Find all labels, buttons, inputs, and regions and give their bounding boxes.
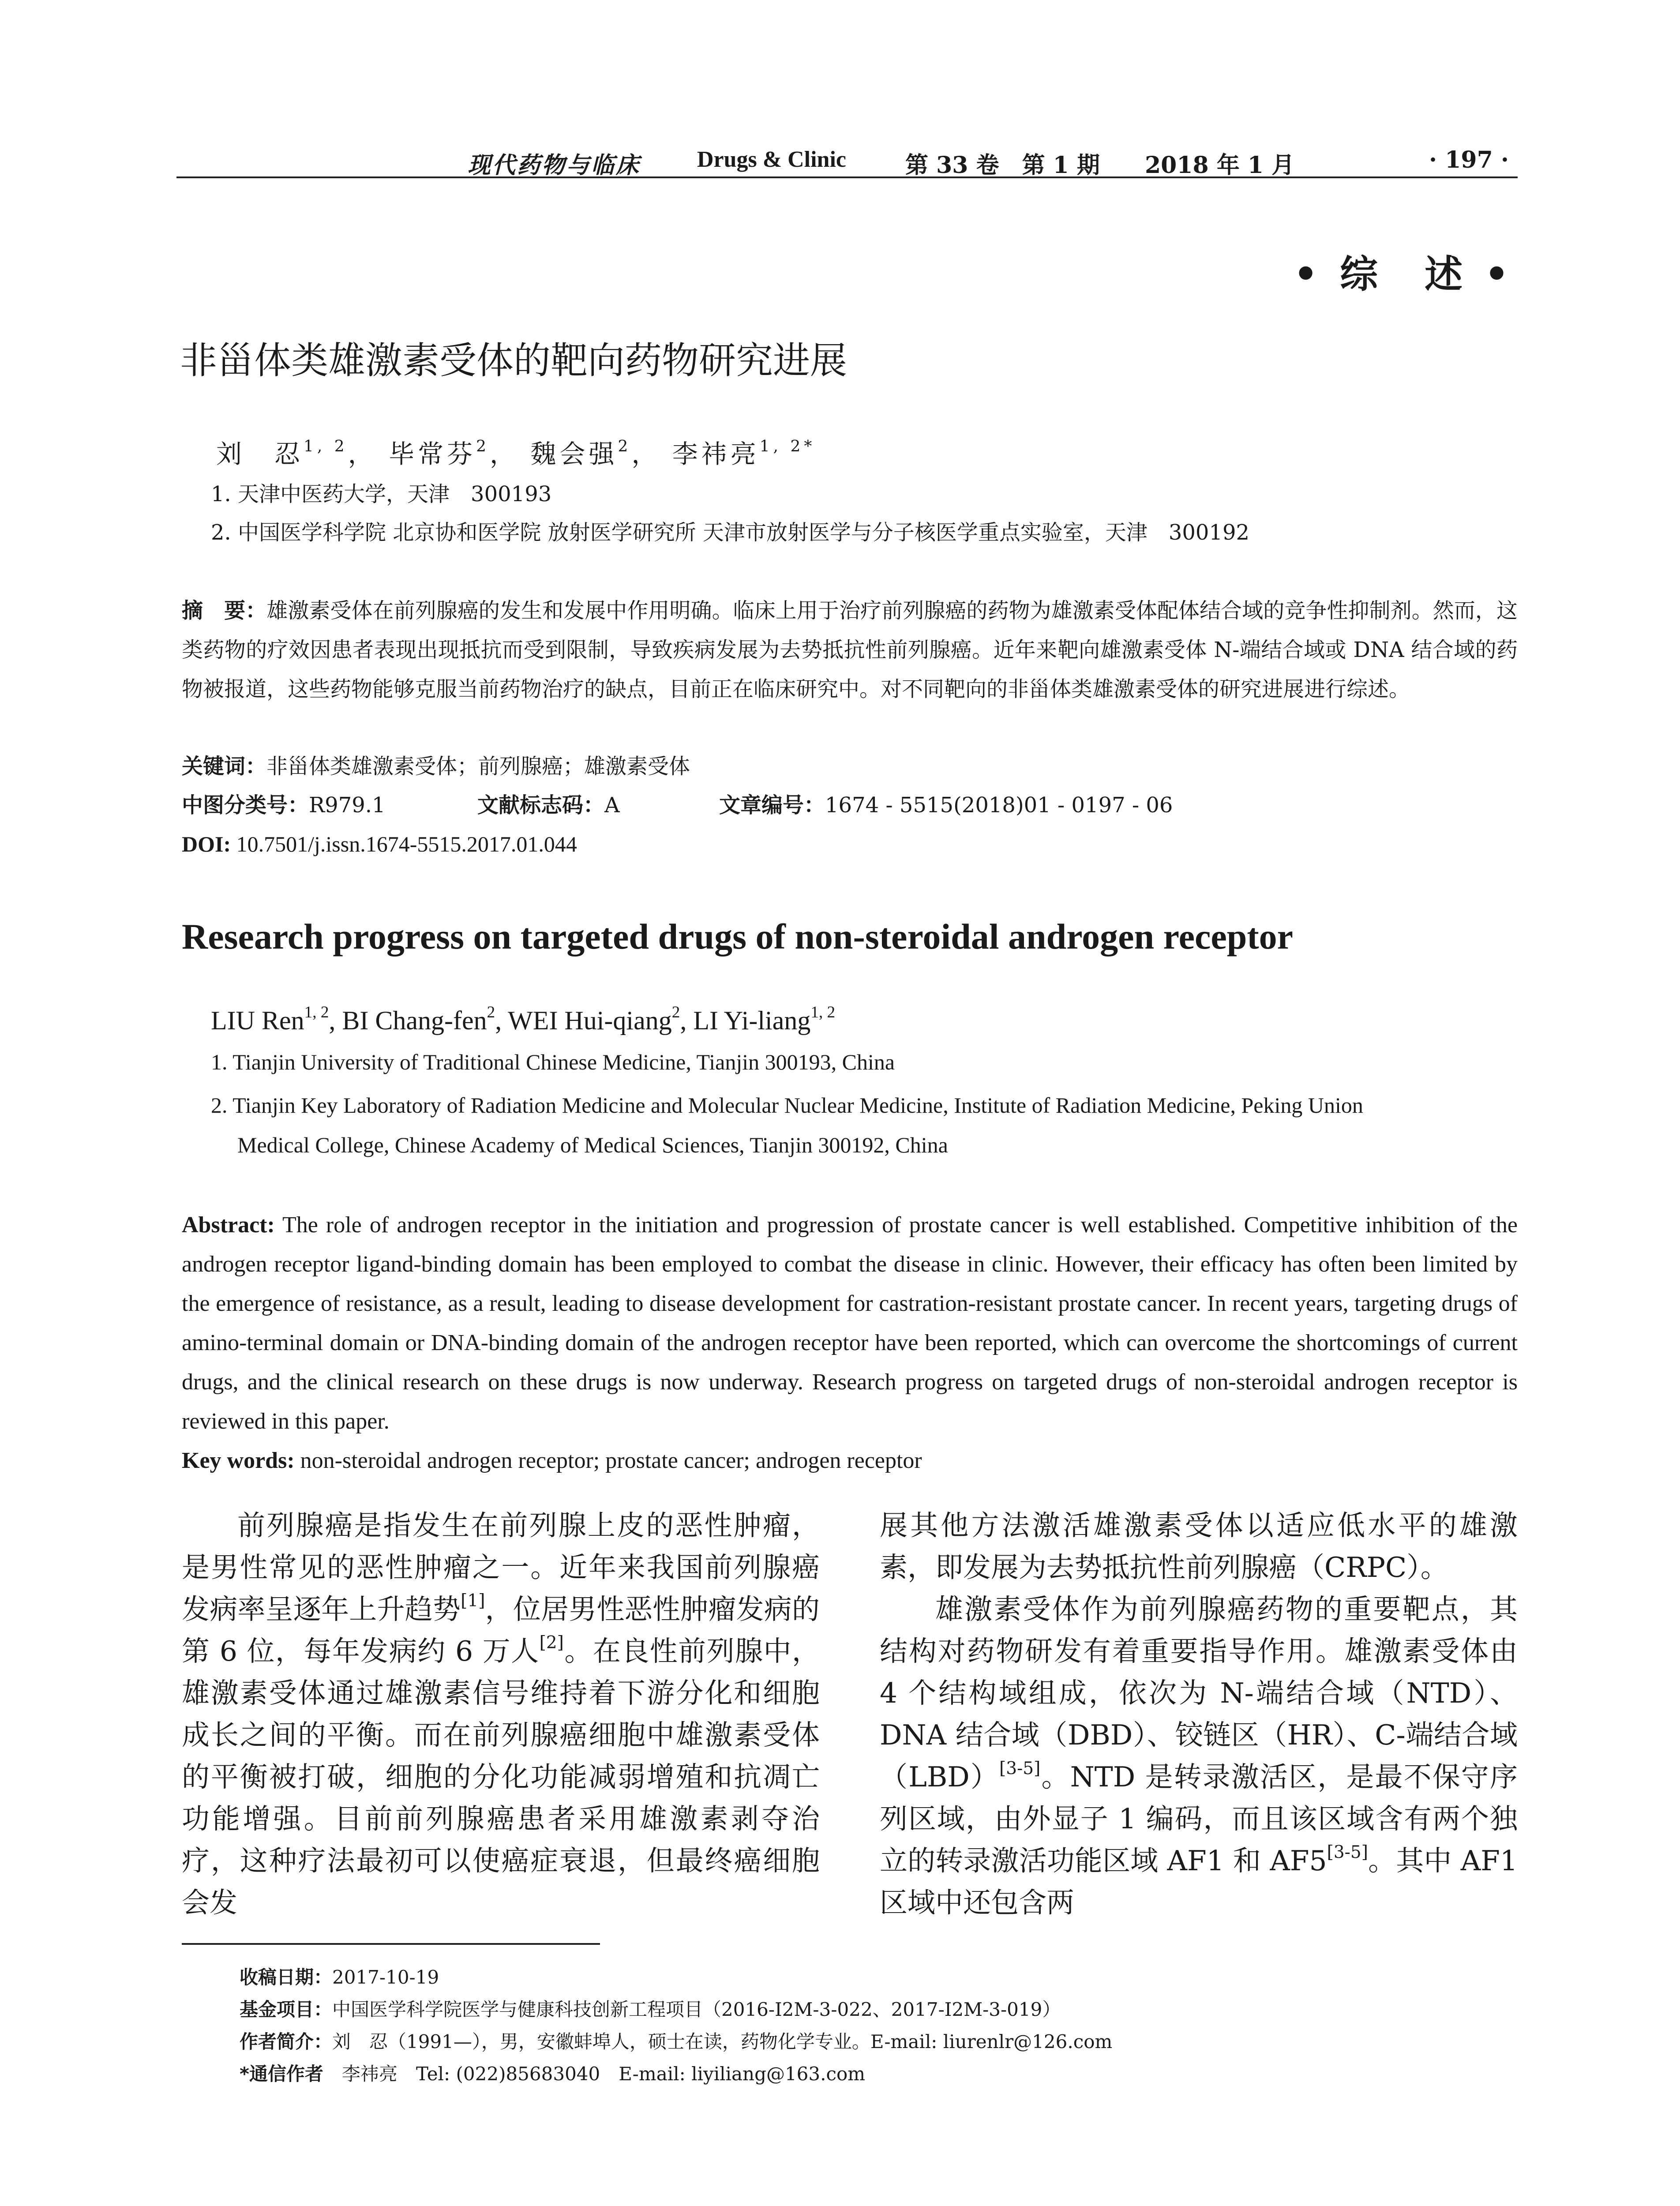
abstract-cn-label: 摘 要： (182, 598, 267, 623)
author-name-en: BI Chang-fen (342, 1006, 487, 1035)
body-text: 。在良性前列腺中，雄激素受体通过雄激素信号维持着下游分化和细胞成长之间的平衡。而在前列腺癌细胞中雄激素受体的平衡被打破，细胞的分化功能减弱增殖和抗凋亡功能增强。目前前列腺癌患者采用雄激素剥夺治疗，这种疗法最初可以使癌症衰退，但最终癌细胞会发 (182, 1635, 820, 1919)
keywords-en (182, 1441, 922, 1480)
section-label: • 综 述 • (1294, 252, 1513, 296)
footnote-received (240, 1964, 439, 1991)
fund-label: 基金项目： (240, 1999, 333, 2020)
article-no: 1674 - 5515(2018)01 - 0197 - 06 (825, 793, 1173, 818)
footnote-author-bio (240, 2029, 1112, 2055)
footnote-rule (182, 1943, 600, 1945)
author-affiliation-mark: 2 (476, 437, 490, 456)
page-number: · 197 · (1429, 146, 1509, 173)
author-name: 魏会强 (530, 439, 618, 469)
affiliation-en-1: 1. Tianjin University of Traditional Chinese Medicine, Tianjin 300193, China (211, 1050, 895, 1074)
abstract-cn (182, 591, 1518, 709)
affiliation-cn-2: 2. 中国医学科学院 北京协和医学院 放射医学研究所 天津市放射医学与分子核医学重点实验室，天津 300192 (211, 520, 1250, 545)
body-text: 展其他方法激活雄激素受体以适应低水平的雄激素，即发展为去势抵抗性前列腺癌（CRPC）。 (880, 1509, 1518, 1583)
author-list-en: LIU Ren$^{1, 2}$, BI Chang-fen$^2$, WEI Hui-qiang$^2$, LI Yi-liang$^{1, 2}$ (211, 1003, 836, 1035)
article-title-en: Research progress on targeted drugs of non-steroidal androgen receptor (182, 916, 1294, 957)
citation-ref[interactable]: [3-5] (999, 1758, 1041, 1778)
author-name: 李祎亮 (672, 439, 760, 469)
affiliation-en-2-line1: 2. Tianjin Key Laboratory of Radiation Medicine and Molecular Nuclear Medicine, Institute of Radiation Medicine, Peking Union (211, 1093, 1363, 1118)
keywords-en-label: Key words: (182, 1448, 295, 1473)
issue-date: 2018 年 1 月 (1145, 152, 1295, 179)
header-rule (176, 176, 1518, 178)
article-title-cn: 非甾体类雄激素受体的靶向药物研究进展 (180, 339, 848, 382)
clc-code: R979.1 (309, 793, 386, 818)
citation-ref[interactable]: [1] (461, 1591, 485, 1611)
affiliation-en-2-line2: Medical College, Chinese Academy of Medical Sciences, Tianjin 300192, China (237, 1133, 948, 1157)
affiliation-en-2 (211, 1085, 1517, 1165)
keywords-cn (182, 749, 690, 784)
author-affiliation-mark: 2 (618, 437, 632, 456)
author-bio-label: 作者简介： (240, 2031, 333, 2052)
author-name: 毕常芬 (389, 439, 476, 469)
body-text: ，位居男性恶性肿瘤发病的第 6 位，每年发病约 6 万人 (182, 1593, 820, 1667)
author-affiliation-mark: 2 (671, 1003, 680, 1022)
volume-issue: 第 33 卷 第 1 期 (905, 152, 1100, 179)
author-bio-text: 刘 忍（1991—），男，安徽蚌埠人，硕士在读，药物化学专业。E-mail: liurenlr@126.com (332, 2031, 1113, 2052)
corresponding-label: *通信作者 (240, 2063, 323, 2085)
body-column-right (880, 1504, 1518, 1924)
journal-name-cn: 现代药物与临床 (468, 152, 641, 179)
author-list-cn: 刘 忍$^{1, 2}$， 毕常芬$^2$， 魏会强$^2$， 李祎亮$^{1, 2*}$ (216, 437, 816, 469)
doi-link[interactable]: 10.7501/j.issn.1674-5515.2017.01.044 (236, 832, 577, 856)
abstract-en-text: The role of androgen receptor in the initiation and progression of prostate cancer is well established. Competitive inhibition of the androgen receptor ligand-binding domain has been employed to combat the disease in clinic. However, their efficacy has often been limited by the emergence of resistance, as a result, leading to disease development for castration-resistant prostate cancer. In recent years, targeting drugs of amino-terminal domain or DNA-binding domain of the androgen receptor have been reported, which can overcome the shortcomings of current drugs, and the clinical research on these drugs is now underway. Research progress on targeted drugs of non-steroidal androgen receptor is reviewed in this paper. (182, 1212, 1518, 1434)
doi-line (182, 826, 577, 862)
abstract-en (182, 1205, 1518, 1441)
citation-ref[interactable]: [3-5] (1327, 1842, 1368, 1862)
body-paragraph-1-continued (880, 1504, 1518, 1588)
body-paragraph-1 (182, 1504, 820, 1924)
clc-label: 中图分类号： (182, 793, 309, 818)
author-affiliation-mark: 1, 2 (304, 437, 348, 456)
doi-label: DOI: (182, 832, 231, 856)
footnote-fund (240, 1996, 1061, 2023)
body-text: 前列腺癌是指发生在前列腺上皮的恶性肿瘤，是男性常见的恶性肿瘤之一。近年来我国前列腺癌发病率呈逐年上升趋势 (182, 1509, 820, 1625)
corresponding-text: 李祎亮 Tel: (022)85683040 E-mail: liyiliang@163.com (341, 2063, 866, 2085)
body-text: 。其中 AF1 区域中还包含两 (880, 1845, 1518, 1919)
abstract-en-label: Abstract: (182, 1212, 275, 1238)
body-column-left (182, 1504, 820, 1924)
fund-text: 中国医学科学院医学与健康科技创新工程项目（2016-I2M-3-022、2017-I2M-3-019） (332, 1999, 1061, 2020)
author-name-en: LI Yi-liang (693, 1006, 811, 1035)
citation-ref[interactable]: [2] (539, 1632, 564, 1653)
received-label: 收稿日期： (240, 1966, 333, 1988)
running-header (176, 140, 1518, 180)
body-paragraph-2 (880, 1588, 1518, 1924)
keywords-cn-label: 关键词： (182, 754, 267, 779)
affiliation-cn-1: 1. 天津中医药大学，天津 300193 (211, 482, 552, 506)
doc-code-label: 文献标志码： (477, 793, 605, 818)
classification-line (182, 788, 1518, 823)
journal-name-en: Drugs & Clinic (697, 147, 846, 172)
author-name: 刘 忍 (216, 439, 304, 469)
author-affiliation-mark: 1, 2* (759, 437, 816, 456)
received-date: 2017-10-19 (332, 1966, 439, 1988)
footnote-corresponding (240, 2061, 865, 2087)
body-text: 雄激素受体作为前列腺癌药物的重要靶点，其结构对药物研发有着重要指导作用。雄激素受体由 4 个结构域组成，依次为 N-端结合域（NTD）、DNA 结合域（DBD）、铰链区（HR）、C-端结合域（LBD） (880, 1593, 1518, 1793)
abstract-cn-text: 雄激素受体在前列腺癌的发生和发展中作用明确。临床上用于治疗前列腺癌的药物为雄激素受体配体结合域的竞争性抑制剂。然而，这类药物的疗效因患者表现出现抵抗而受到限制，导致疾病发展为去势抵抗性前列腺癌。近年来靶向雄激素受体 N-端结合域或 DNA 结合域的药物被报道，这些药物能够克服当前药物治疗的缺点，目前正在临床研究中。对不同靶向的非甾体类雄激素受体的研究进展进行综述。 (182, 598, 1518, 702)
keywords-en-text: non-steroidal androgen receptor; prostate cancer; androgen receptor (300, 1448, 922, 1473)
author-name-en: WEI Hui-qiang (508, 1006, 672, 1035)
doc-code: A (604, 793, 620, 818)
author-affiliation-mark: 2 (487, 1003, 495, 1022)
author-name-en: LIU Ren (211, 1006, 304, 1035)
keywords-cn-text: 非甾体类雄激素受体；前列腺癌；雄激素受体 (266, 754, 690, 779)
body-text: 。NTD 是转录激活区，是最不保守序列区域，由外显子 1 编码，而且该区域含有两个独立的转录激活功能区域 AF1 和 AF5 (880, 1761, 1518, 1877)
author-affiliation-mark: 1, 2 (810, 1003, 836, 1022)
author-affiliation-mark: 1, 2 (304, 1003, 329, 1022)
article-no-label: 文章编号： (719, 793, 825, 818)
